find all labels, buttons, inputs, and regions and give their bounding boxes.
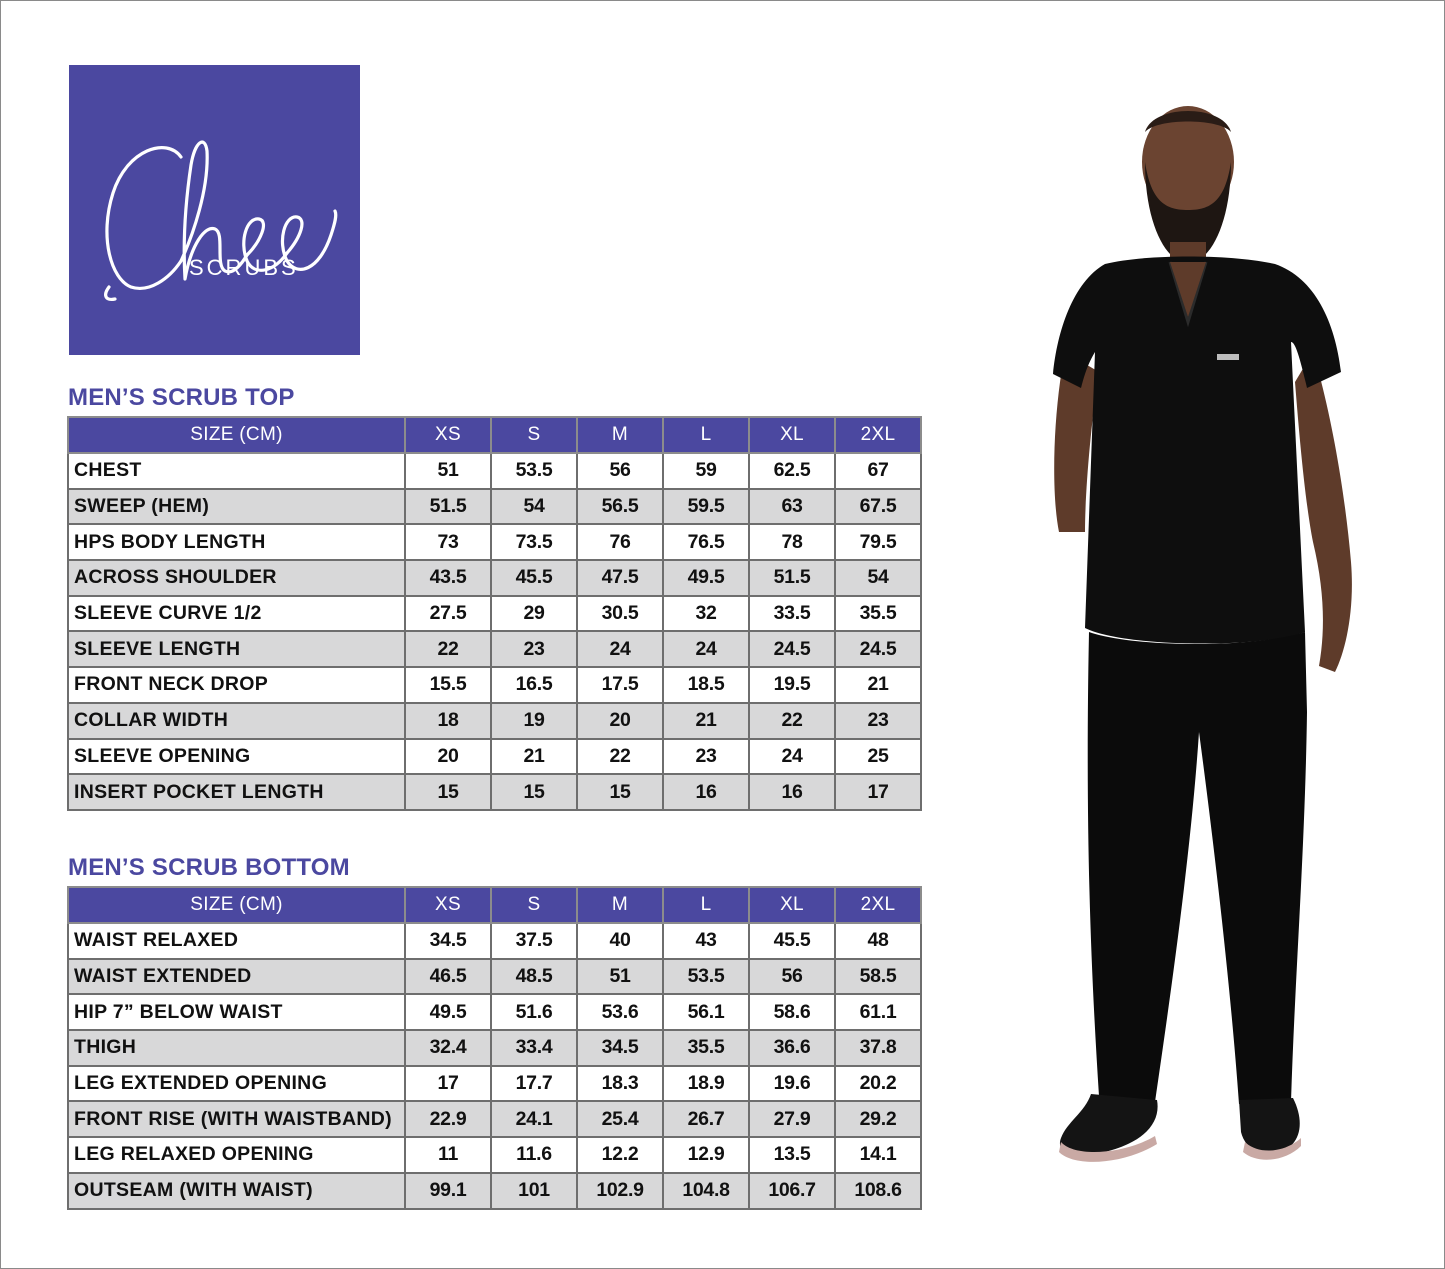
measurement-value: 22 <box>405 631 491 667</box>
measurement-value: 34.5 <box>405 923 491 959</box>
measurement-value: 73.5 <box>491 524 577 560</box>
table-row <box>68 1066 921 1102</box>
measurement-value: 33.4 <box>491 1030 577 1066</box>
measurement-value: 11 <box>405 1137 491 1173</box>
measurement-value: 56.5 <box>577 489 663 525</box>
measurement-label: INSERT POCKET LENGTH <box>68 774 405 810</box>
header-cell: 2XL <box>835 417 921 453</box>
measurement-value: 108.6 <box>835 1173 921 1209</box>
measurement-value: 104.8 <box>663 1173 749 1209</box>
measurement-value: 33.5 <box>749 596 835 632</box>
measurement-value: 40 <box>577 923 663 959</box>
table-row <box>68 1030 921 1066</box>
measurement-value: 23 <box>491 631 577 667</box>
model-photo <box>995 92 1375 1172</box>
measurement-value: 19.5 <box>749 667 835 703</box>
measurement-value: 24.5 <box>749 631 835 667</box>
measurement-value: 37.8 <box>835 1030 921 1066</box>
measurement-value: 19 <box>491 703 577 739</box>
table-row <box>68 959 921 995</box>
measurement-value: 67 <box>835 453 921 489</box>
measurement-value: 26.7 <box>663 1101 749 1137</box>
header-cell: XL <box>749 887 835 923</box>
header-cell: XL <box>749 417 835 453</box>
table-header-row <box>68 417 921 453</box>
measurement-value: 21 <box>491 739 577 775</box>
measurement-value: 20 <box>405 739 491 775</box>
measurement-value: 19.6 <box>749 1066 835 1102</box>
measurement-value: 43 <box>663 923 749 959</box>
measurement-value: 79.5 <box>835 524 921 560</box>
measurement-value: 20.2 <box>835 1066 921 1102</box>
header-cell: L <box>663 417 749 453</box>
measurement-value: 56 <box>749 959 835 995</box>
header-cell: SIZE (CM) <box>68 417 405 453</box>
measurement-value: 76 <box>577 524 663 560</box>
measurement-value: 48.5 <box>491 959 577 995</box>
measurement-value: 18.3 <box>577 1066 663 1102</box>
measurement-value: 21 <box>663 703 749 739</box>
header-cell: L <box>663 887 749 923</box>
measurement-value: 25 <box>835 739 921 775</box>
measurement-value: 49.5 <box>663 560 749 596</box>
measurement-value: 34.5 <box>577 1030 663 1066</box>
measurement-value: 53.5 <box>663 959 749 995</box>
measurement-value: 18.5 <box>663 667 749 703</box>
measurement-value: 17.7 <box>491 1066 577 1102</box>
table-row <box>68 596 921 632</box>
table-row <box>68 489 921 525</box>
measurement-value: 30.5 <box>577 596 663 632</box>
header-cell: 2XL <box>835 887 921 923</box>
measurement-value: 24.5 <box>835 631 921 667</box>
header-cell: XS <box>405 887 491 923</box>
top-section-title: MEN’S SCRUB TOP <box>68 384 295 411</box>
measurement-label: FRONT RISE (WITH WAISTBAND) <box>68 1101 405 1137</box>
measurement-value: 32 <box>663 596 749 632</box>
measurement-label: ACROSS SHOULDER <box>68 560 405 596</box>
header-cell: XS <box>405 417 491 453</box>
measurement-value: 45.5 <box>749 923 835 959</box>
measurement-value: 13.5 <box>749 1137 835 1173</box>
brand-logo <box>69 65 360 355</box>
measurement-value: 56 <box>577 453 663 489</box>
measurement-value: 51 <box>405 453 491 489</box>
measurement-value: 21 <box>835 667 921 703</box>
measurement-label: COLLAR WIDTH <box>68 703 405 739</box>
measurement-value: 76.5 <box>663 524 749 560</box>
measurement-value: 15 <box>405 774 491 810</box>
measurement-value: 27.5 <box>405 596 491 632</box>
bottom-section-title: MEN’S SCRUB BOTTOM <box>68 854 350 881</box>
measurement-value: 35.5 <box>835 596 921 632</box>
measurement-value: 73 <box>405 524 491 560</box>
measurement-value: 22 <box>577 739 663 775</box>
measurement-value: 16.5 <box>491 667 577 703</box>
measurement-value: 58.6 <box>749 994 835 1030</box>
logo-sub-text: SCRUBS <box>189 255 299 280</box>
measurement-value: 29.2 <box>835 1101 921 1137</box>
measurement-value: 16 <box>749 774 835 810</box>
measurement-label: HPS BODY LENGTH <box>68 524 405 560</box>
measurement-value: 23 <box>835 703 921 739</box>
measurement-label: LEG EXTENDED OPENING <box>68 1066 405 1102</box>
measurement-value: 47.5 <box>577 560 663 596</box>
model-scrub-pants <box>1088 632 1307 1104</box>
table-row <box>68 994 921 1030</box>
measurement-value: 46.5 <box>405 959 491 995</box>
measurement-value: 23 <box>663 739 749 775</box>
table-row <box>68 923 921 959</box>
measurement-value: 54 <box>835 560 921 596</box>
measurement-value: 32.4 <box>405 1030 491 1066</box>
measurement-value: 53.5 <box>491 453 577 489</box>
measurement-value: 15 <box>577 774 663 810</box>
header-cell: S <box>491 417 577 453</box>
measurement-value: 17.5 <box>577 667 663 703</box>
logo-sub-wrap <box>69 65 360 355</box>
measurement-value: 17 <box>405 1066 491 1102</box>
measurement-value: 20 <box>577 703 663 739</box>
measurement-label: THIGH <box>68 1030 405 1066</box>
measurement-value: 37.5 <box>491 923 577 959</box>
model-pocket-tag <box>1217 354 1239 360</box>
measurement-label: SWEEP (HEM) <box>68 489 405 525</box>
table-row <box>68 453 921 489</box>
table-row <box>68 703 921 739</box>
table-row <box>68 739 921 775</box>
measurement-value: 25.4 <box>577 1101 663 1137</box>
header-cell: M <box>577 417 663 453</box>
measurement-value: 18 <box>405 703 491 739</box>
measurement-value: 54 <box>491 489 577 525</box>
measurement-value: 43.5 <box>405 560 491 596</box>
measurement-label: SLEEVE LENGTH <box>68 631 405 667</box>
measurement-value: 22.9 <box>405 1101 491 1137</box>
table-row <box>68 667 921 703</box>
measurement-value: 24 <box>749 739 835 775</box>
header-cell: M <box>577 887 663 923</box>
measurement-value: 17 <box>835 774 921 810</box>
measurement-value: 49.5 <box>405 994 491 1030</box>
measurement-label: WAIST EXTENDED <box>68 959 405 995</box>
measurement-value: 35.5 <box>663 1030 749 1066</box>
measurement-value: 59.5 <box>663 489 749 525</box>
measurement-value: 24 <box>577 631 663 667</box>
header-cell: SIZE (CM) <box>68 887 405 923</box>
measurement-value: 36.6 <box>749 1030 835 1066</box>
measurement-label: CHEST <box>68 453 405 489</box>
measurement-value: 27.9 <box>749 1101 835 1137</box>
measurement-label: FRONT NECK DROP <box>68 667 405 703</box>
measurement-value: 24 <box>663 631 749 667</box>
measurement-label: SLEEVE OPENING <box>68 739 405 775</box>
table-row <box>68 524 921 560</box>
measurement-value: 16 <box>663 774 749 810</box>
measurement-value: 51.5 <box>405 489 491 525</box>
measurement-value: 61.1 <box>835 994 921 1030</box>
measurement-value: 45.5 <box>491 560 577 596</box>
header-cell: S <box>491 887 577 923</box>
table-row <box>68 1173 921 1209</box>
measurement-value: 51 <box>577 959 663 995</box>
measurement-value: 106.7 <box>749 1173 835 1209</box>
measurement-value: 62.5 <box>749 453 835 489</box>
measurement-label: OUTSEAM (WITH WAIST) <box>68 1173 405 1209</box>
measurement-value: 78 <box>749 524 835 560</box>
measurement-value: 102.9 <box>577 1173 663 1209</box>
measurement-value: 14.1 <box>835 1137 921 1173</box>
scrub-top-size-table <box>67 416 922 811</box>
measurement-value: 67.5 <box>835 489 921 525</box>
measurement-value: 11.6 <box>491 1137 577 1173</box>
measurement-value: 53.6 <box>577 994 663 1030</box>
measurement-label: WAIST RELAXED <box>68 923 405 959</box>
model-scrub-top <box>1053 257 1341 644</box>
table-row <box>68 631 921 667</box>
measurement-value: 24.1 <box>491 1101 577 1137</box>
measurement-value: 51.6 <box>491 994 577 1030</box>
measurement-value: 99.1 <box>405 1173 491 1209</box>
measurement-value: 56.1 <box>663 994 749 1030</box>
measurement-value: 22 <box>749 703 835 739</box>
table-row <box>68 774 921 810</box>
table-header-row <box>68 887 921 923</box>
measurement-label: LEG RELAXED OPENING <box>68 1137 405 1173</box>
measurement-value: 48 <box>835 923 921 959</box>
measurement-value: 12.2 <box>577 1137 663 1173</box>
table-row <box>68 1101 921 1137</box>
measurement-label: HIP 7” BELOW WAIST <box>68 994 405 1030</box>
measurement-value: 58.5 <box>835 959 921 995</box>
measurement-value: 15 <box>491 774 577 810</box>
measurement-value: 59 <box>663 453 749 489</box>
measurement-label: SLEEVE CURVE 1/2 <box>68 596 405 632</box>
measurement-value: 29 <box>491 596 577 632</box>
measurement-value: 51.5 <box>749 560 835 596</box>
measurement-value: 18.9 <box>663 1066 749 1102</box>
measurement-value: 101 <box>491 1173 577 1209</box>
measurement-value: 63 <box>749 489 835 525</box>
measurement-value: 12.9 <box>663 1137 749 1173</box>
measurement-value: 15.5 <box>405 667 491 703</box>
scrub-bottom-size-table <box>67 886 922 1210</box>
table-row <box>68 560 921 596</box>
table-row <box>68 1137 921 1173</box>
